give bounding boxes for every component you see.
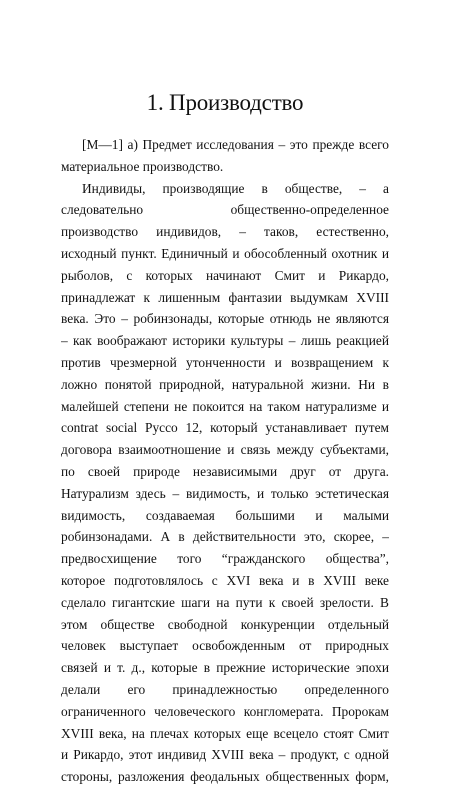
- text-line: этом обществе свободной конкуренции отдельный: [61, 616, 389, 632]
- text-line: принадлежат к лишенным фантазии выдумкам XVIII: [61, 289, 389, 305]
- text-line: [M—1] а) Предмет исследования – это прежде всего: [82, 137, 389, 152]
- text-line: contrat social Руссо 12, который устанавливает путем: [61, 420, 389, 436]
- text-line: ограниченного человеческого конгломерата. Пророкам: [61, 703, 389, 719]
- text-line: предвосхищение того “гражданского общества”,: [61, 551, 389, 567]
- text-line: человек выступает освобожденным от природных: [61, 638, 389, 654]
- chapter-title: 1. Производство: [146, 90, 304, 115]
- text-line: против чрезмерной утонченности и возвращением к: [61, 354, 389, 370]
- text-line: малейшей степени не покоится на таком натурализме и: [61, 398, 389, 414]
- text-line: Индивиды, производящие в обществе, – а: [82, 180, 389, 196]
- text-line: ложно понятой природной, натуральной жизни. Ни в: [61, 376, 389, 392]
- text-line: по своей природе независимыми друг от друга.: [61, 463, 389, 479]
- text-line: связей и т. д., которые в прежние исторические эпохи: [61, 660, 389, 676]
- text-line: следовательно общественно-определенное: [61, 202, 389, 218]
- text-line: материальное производство.: [61, 158, 224, 174]
- text-line: видимость, создаваемая большими и малыми: [61, 507, 389, 523]
- text-line: исходный пункт. Единичный и обособленный охотник и: [61, 245, 389, 261]
- text-line: – как воображают историки культуры – лишь реакцией: [61, 333, 389, 349]
- text-line: робинзонадами. А в действительности это, скорее, –: [61, 529, 389, 545]
- text-line: Натурализм здесь – видимость, и только эстетическая: [61, 485, 389, 501]
- text-line: которое подготовлялось с XVI века и в XVIII веке: [61, 572, 389, 588]
- text-line: рыболов, с которых начинают Смит и Рикардо,: [61, 267, 389, 283]
- text-line: века. Это – робинзонады, которые отнюдь не являются: [61, 311, 389, 327]
- text-line: XVIII века, на плечах которых еще всецело стоят Смит: [61, 725, 389, 741]
- text-line: делали его принадлежностью определенного: [61, 681, 389, 697]
- body-text: [61, 134, 389, 788]
- text-line: стороны, разложения феодальных общественных форм,: [61, 769, 389, 785]
- text-line: производство индивидов, – таков, естественно,: [61, 224, 389, 240]
- text-line: договора взаимоотношение и связь между субъектами,: [61, 442, 389, 458]
- text-line: и Рикардо, этот индивид XVIII века – продукт, с одной: [61, 747, 389, 763]
- text-line: сделало гигантские шаги на пути к своей зрелости. В: [61, 594, 389, 610]
